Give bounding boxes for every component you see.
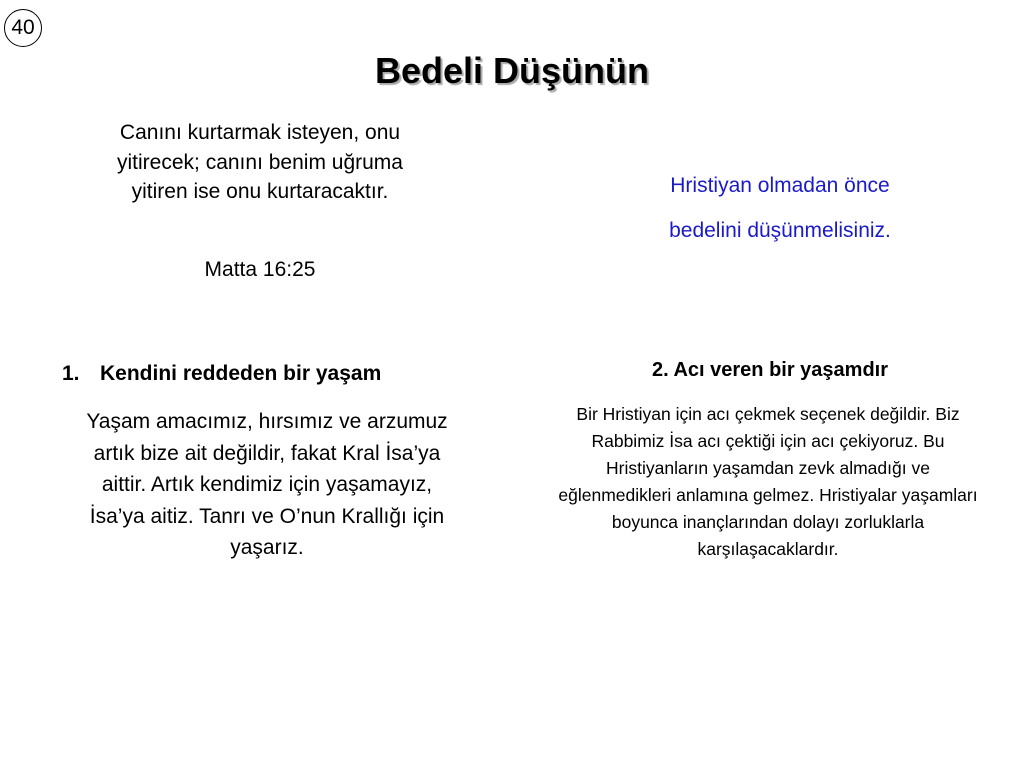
callout-line-1: Hristiyan olmadan önce xyxy=(670,174,890,197)
slide-number: 40 xyxy=(11,16,35,39)
point-1-heading-text: Kendini reddeden bir yaşam xyxy=(100,362,382,385)
point-1-body: Yaşam amacımız, hırsımız ve arzumuz artık bize ait değildir, fakat Kral İsa’ya aittir. Artık kendimiz için yaşamayız, İsa’ya aitiz. Tanrı ve O’nun Krallığı için yaşarız. xyxy=(86,410,448,559)
verse-reference: Matta 16:25 xyxy=(204,258,316,281)
verse-text: Canını kurtarmak isteyen, onu yitirecek; canını benim uğruma yitiren ise onu kurtaracaktır. xyxy=(117,121,403,203)
point-2-body: Bir Hristiyan için acı çekmek seçenek değildir. Biz Rabbimiz İsa acı çektiği için acı çekiyoruz. Bu Hristiyanların yaşamdan zevk almadığı ve eğlenmedikleri anlamına gelmez. Hristiyalar yaşamları boyunca inançlarından dolayı zorluklarla karşılaşacaklardır. xyxy=(558,404,978,559)
slide-number-badge xyxy=(4,9,42,47)
point-1-number: 1. xyxy=(62,362,80,385)
point-1-heading xyxy=(62,362,462,386)
point-2-heading: 2. Acı veren bir yaşamdır xyxy=(651,359,889,381)
callout-line-2: bedelini düşünmelisiniz. xyxy=(669,219,891,242)
slide-title: Bedeli Düşünün xyxy=(374,50,649,91)
